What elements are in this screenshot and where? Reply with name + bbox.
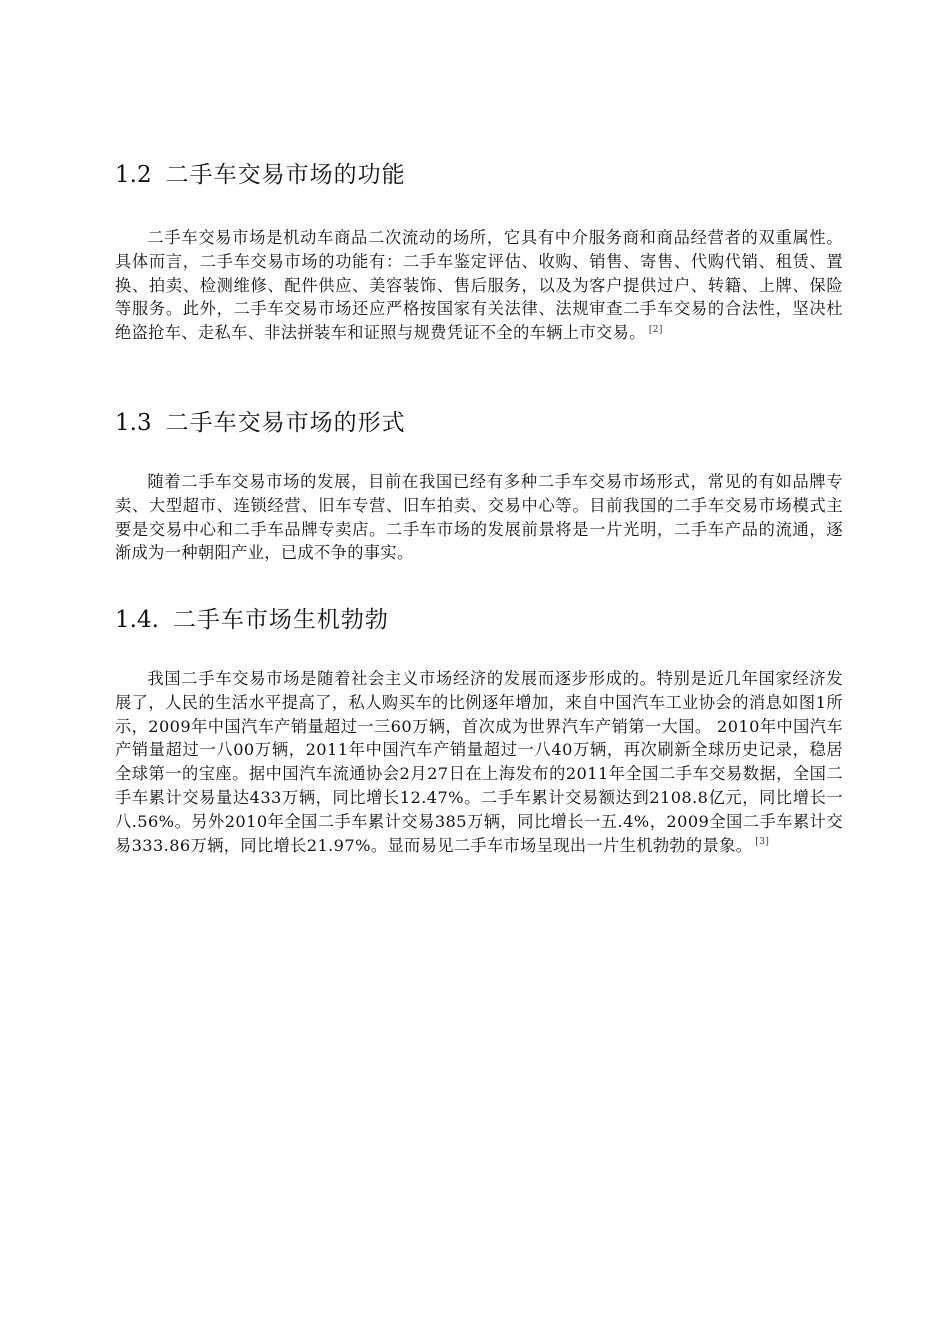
section-number: 1.2 (115, 162, 152, 188)
section-paragraph (115, 226, 843, 345)
section-1-3 (115, 408, 843, 578)
section-number: 1.3 (115, 410, 152, 436)
citation-ref: [2] (648, 324, 663, 335)
paragraph-text: 二手车交易市场是机动车商品二次流动的场所，它具有中介服务商和商品经营者的双重属性。具体而言，二手车交易市场的功能有：二手车鉴定评估、收购、销售、寄售、代购代销、租赁、置换、拍卖、检测维修、配件供应、美容装饰、售后服务，以及为客户提供过户、转籍、上牌、保险等服务。此外，二手车交易市场还应严格按国家有关法律、法规审查二手车交易的合法性，坚决杜绝盗抢车、走私车、非法拼装车和证照与规费凭证不全的车辆上市交易。 (115, 228, 843, 343)
section-paragraph (115, 667, 843, 857)
section-paragraph (115, 470, 843, 565)
section-heading (115, 408, 406, 438)
paragraph-text: 随着二手车交易市场的发展，目前在我国已经有多种二手车交易市场形式，常见的有如品牌专卖、大型超市、连锁经营、旧车专营、旧车拍卖、交易中心等。目前我国的二手车交易市场模式主要是交易中心和二手车品牌专卖店。二手车市场的发展前景将是一片光明，二手车产品的流通，逐渐成为一种朝阳产业，已成不争的事实。 (115, 472, 843, 563)
section-title: 二手车交易市场的形式 (165, 410, 406, 436)
section-title: 二手车交易市场的功能 (165, 162, 406, 188)
section-1-2 (115, 160, 843, 380)
paragraph-text: 我国二手车交易市场是随着社会主义市场经济的发展而逐步形成的。特别是近几年国家经济发展了，人民的生活水平提高了，私人购买车的比例逐年增加，来自中国汽车工业协会的消息如图1所示，2009年中国汽车产销量超过一三60万辆，首次成为世界汽车产销第一大国。 2010年中国汽车产销量超过一八00万辆，2011年中国汽车产销量超过一八40万辆，再次刷新全球历史记录，稳居全球第一的宝座。据中国汽车流通协会2月27日在上海发布的2011年全国二手车交易数据，全国二手车累计交易量达433万辆，同比增长12.47%。二手车累计交易额达到2108.8亿元，同比增长一八.56%。另外2010年全国二手车累计交易385万辆，同比增长一五.4%，2009全国二手车累计交易333.86万辆，同比增长21.97%。显而易见二手车市场呈现出一片生机勃勃的景象。 (115, 669, 843, 855)
citation-ref: [3] (755, 837, 770, 848)
section-1-4 (115, 605, 843, 905)
section-heading (115, 160, 406, 190)
section-number: 1.4. (115, 607, 159, 633)
section-title: 二手车市场生机勃勃 (172, 607, 389, 633)
section-heading (115, 605, 389, 635)
